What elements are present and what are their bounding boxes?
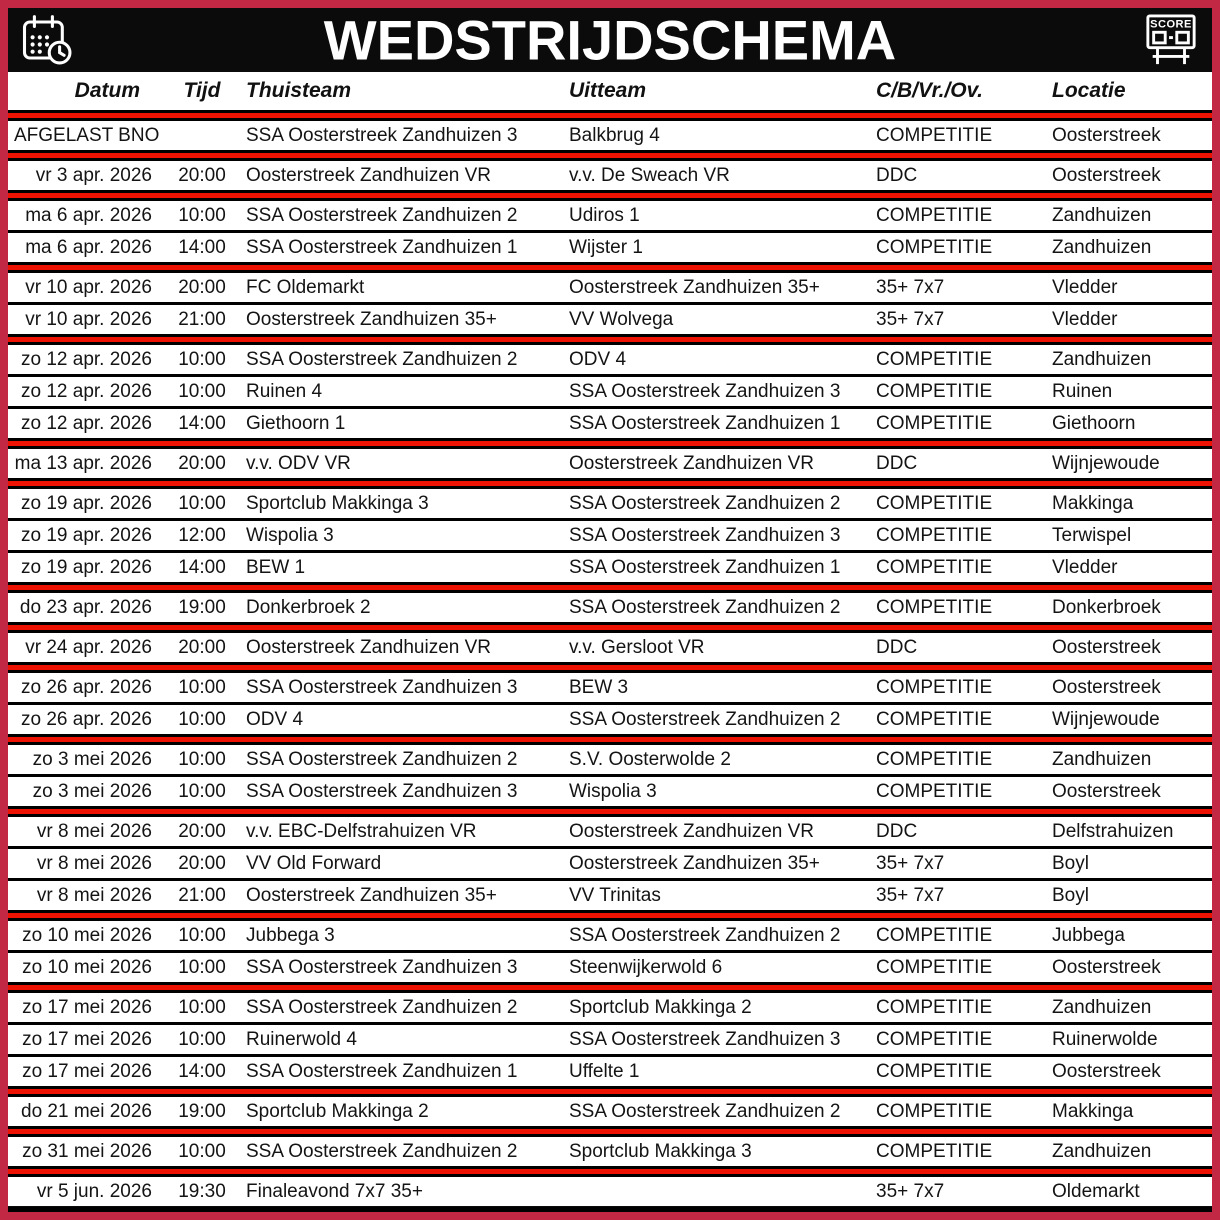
match-competition-type: COMPETITIE (876, 204, 993, 226)
match-home-team: SSA Oosterstreek Zandhuizen 2 (246, 204, 518, 226)
match-date: ma 13 apr. 2026 (14, 452, 152, 474)
match-row (8, 705, 1212, 734)
match-competition-type: DDC (876, 636, 918, 658)
match-date: zo 26 apr. 2026 (21, 676, 152, 698)
match-row (8, 593, 1212, 622)
match-row (8, 233, 1212, 262)
match-competition-type: 35+ 7x7 (876, 852, 945, 874)
match-location: Zandhuizen (1052, 348, 1152, 370)
date-group (8, 449, 1212, 478)
match-row (8, 921, 1212, 950)
match-away-team: SSA Oosterstreek Zandhuizen 3 (569, 524, 841, 546)
match-location: Zandhuizen (1052, 236, 1152, 258)
group-separator (8, 478, 1212, 489)
group-separator (8, 982, 1212, 993)
match-away-team: Udiros 1 (569, 204, 640, 226)
group-separator (8, 734, 1212, 745)
title-bar (8, 8, 1212, 72)
match-away-team: Wispolia 3 (569, 780, 657, 802)
match-location: Oosterstreek (1052, 1060, 1161, 1082)
match-away-team: Sportclub Makkinga 3 (569, 1140, 752, 1162)
match-home-team: SSA Oosterstreek Zandhuizen 2 (246, 748, 518, 770)
match-row (8, 1097, 1212, 1126)
date-group (8, 921, 1212, 982)
match-location: Vledder (1052, 308, 1118, 330)
date-group (8, 633, 1212, 662)
match-time: 12:00 (178, 524, 226, 546)
group-separator (8, 806, 1212, 817)
group-separator (8, 438, 1212, 449)
match-row (8, 553, 1212, 582)
match-location: Vledder (1052, 276, 1118, 298)
match-date: zo 12 apr. 2026 (21, 348, 152, 370)
match-time: 10:00 (178, 780, 226, 802)
match-competition-type: COMPETITIE (876, 676, 993, 698)
match-home-team: Finaleavond 7x7 35+ (246, 1180, 423, 1202)
group-separator (8, 582, 1212, 593)
match-competition-type: COMPETITIE (876, 348, 993, 370)
match-date: vr 10 apr. 2026 (25, 308, 152, 330)
match-home-team: Giethoorn 1 (246, 412, 346, 434)
match-location: Ruinerwolde (1052, 1028, 1158, 1050)
match-away-team: Oosterstreek Zandhuizen VR (569, 452, 815, 474)
match-row (8, 1025, 1212, 1054)
match-date: vr 10 apr. 2026 (25, 276, 152, 298)
match-home-team: FC Oldemarkt (246, 276, 365, 298)
match-row (8, 161, 1212, 190)
match-row (8, 1057, 1212, 1086)
column-header-type: C/B/Vr./Ov. (876, 79, 983, 102)
page-title: WEDSTRIJDSCHEMA (323, 8, 897, 72)
match-location: Oosterstreek (1052, 636, 1161, 658)
match-date: do 21 mei 2026 (21, 1100, 152, 1122)
match-row (8, 201, 1212, 230)
match-competition-type: COMPETITIE (876, 236, 993, 258)
match-competition-type: COMPETITIE (876, 956, 993, 978)
match-date: zo 3 mei 2026 (32, 780, 152, 802)
match-away-team: SSA Oosterstreek Zandhuizen 2 (569, 596, 841, 618)
match-location: Makkinga (1052, 492, 1134, 514)
match-home-team: SSA Oosterstreek Zandhuizen 3 (246, 780, 518, 802)
match-row (8, 673, 1212, 702)
match-row (8, 993, 1212, 1022)
match-time: 21:00 (178, 308, 226, 330)
match-time: 14:00 (178, 1060, 226, 1082)
match-competition-type: COMPETITIE (876, 380, 993, 402)
match-location: Delfstrahuizen (1052, 820, 1174, 842)
match-away-team: SSA Oosterstreek Zandhuizen 1 (569, 412, 841, 434)
match-location: Wijnjewoude (1052, 708, 1160, 730)
match-row (8, 953, 1212, 982)
match-location: Zandhuizen (1052, 748, 1152, 770)
match-row (8, 305, 1212, 334)
match-competition-type: COMPETITIE (876, 556, 993, 578)
match-date: ma 6 apr. 2026 (25, 236, 152, 258)
match-row (8, 745, 1212, 774)
match-home-team: VV Old Forward (246, 852, 382, 874)
scoreboard-icon (1142, 13, 1200, 67)
match-away-team: SSA Oosterstreek Zandhuizen 2 (569, 924, 841, 946)
group-separator (8, 622, 1212, 633)
match-date: vr 8 mei 2026 (36, 820, 152, 842)
match-home-team: SSA Oosterstreek Zandhuizen 2 (246, 1140, 518, 1162)
match-away-team: v.v. De Sweach VR (569, 164, 730, 186)
match-time: 14:00 (178, 236, 226, 258)
match-row (8, 633, 1212, 662)
match-home-team: Oosterstreek Zandhuizen 35+ (246, 884, 497, 906)
match-home-team: SSA Oosterstreek Zandhuizen 3 (246, 956, 518, 978)
match-time: 10:00 (178, 676, 226, 698)
match-away-team: Uffelte 1 (569, 1060, 640, 1082)
match-away-team: BEW 3 (569, 676, 629, 698)
match-date: AFGELAST BNO (14, 124, 160, 146)
match-home-team: Sportclub Makkinga 2 (246, 1100, 429, 1122)
match-competition-type: COMPETITIE (876, 1100, 993, 1122)
schedule-body (8, 110, 1212, 1207)
match-time: 10:00 (178, 956, 226, 978)
match-row (8, 521, 1212, 550)
match-competition-type: COMPETITIE (876, 1028, 993, 1050)
match-competition-type: COMPETITIE (876, 124, 993, 146)
match-competition-type: DDC (876, 452, 918, 474)
match-competition-type: COMPETITIE (876, 492, 993, 514)
match-competition-type: COMPETITIE (876, 412, 993, 434)
match-home-team: Oosterstreek Zandhuizen 35+ (246, 308, 497, 330)
match-time: 10:00 (178, 204, 226, 226)
group-separator (8, 910, 1212, 921)
match-location: Oosterstreek (1052, 956, 1161, 978)
match-away-team: v.v. Gersloot VR (569, 636, 705, 658)
match-home-team: Sportclub Makkinga 3 (246, 492, 429, 514)
date-group (8, 345, 1212, 438)
match-location: Donkerbroek (1052, 596, 1161, 618)
match-away-team: Wijster 1 (569, 236, 643, 258)
match-away-team: SSA Oosterstreek Zandhuizen 3 (569, 380, 841, 402)
match-row (8, 881, 1212, 910)
match-away-team: SSA Oosterstreek Zandhuizen 1 (569, 556, 841, 578)
match-location: Zandhuizen (1052, 996, 1152, 1018)
match-home-team: Jubbega 3 (246, 924, 335, 946)
match-time: 19:30 (178, 1180, 226, 1202)
match-home-team: ODV 4 (246, 708, 304, 730)
match-away-team: Sportclub Makkinga 2 (569, 996, 752, 1018)
bottom-border-line (8, 1207, 1212, 1212)
match-home-team: SSA Oosterstreek Zandhuizen 3 (246, 676, 518, 698)
match-date: zo 12 apr. 2026 (21, 380, 152, 402)
match-date: zo 10 mei 2026 (22, 924, 152, 946)
match-home-team: Oosterstreek Zandhuizen VR (246, 636, 492, 658)
match-away-team: VV Trinitas (569, 884, 661, 906)
date-group (8, 121, 1212, 150)
match-competition-type: DDC (876, 164, 918, 186)
match-away-team: Oosterstreek Zandhuizen 35+ (569, 276, 820, 298)
match-date: zo 10 mei 2026 (22, 956, 152, 978)
match-competition-type: COMPETITIE (876, 1140, 993, 1162)
group-separator (8, 110, 1212, 121)
match-competition-type: DDC (876, 820, 918, 842)
match-date: vr 3 apr. 2026 (35, 164, 152, 186)
group-separator (8, 662, 1212, 673)
match-time: 10:00 (178, 996, 226, 1018)
match-away-team: Balkbrug 4 (569, 124, 660, 146)
group-separator (8, 150, 1212, 161)
column-header-locatie: Locatie (1052, 79, 1126, 102)
group-separator (8, 190, 1212, 201)
match-competition-type: COMPETITIE (876, 708, 993, 730)
match-date: vr 5 jun. 2026 (36, 1180, 152, 1202)
match-home-team: SSA Oosterstreek Zandhuizen 3 (246, 124, 518, 146)
match-row (8, 1177, 1212, 1206)
match-row (8, 817, 1212, 846)
match-row (8, 777, 1212, 806)
match-date: zo 3 mei 2026 (32, 748, 152, 770)
group-separator (8, 1166, 1212, 1177)
match-away-team: ODV 4 (569, 348, 627, 370)
match-location: Makkinga (1052, 1100, 1134, 1122)
match-row (8, 273, 1212, 302)
column-header-row (8, 72, 1212, 110)
column-header-uitteam: Uitteam (569, 79, 647, 102)
match-competition-type: COMPETITIE (876, 1060, 993, 1082)
match-date: zo 12 apr. 2026 (21, 412, 152, 434)
match-home-team: v.v. ODV VR (246, 452, 351, 474)
column-header-datum: Datum (74, 79, 140, 102)
match-home-team: SSA Oosterstreek Zandhuizen 1 (246, 1060, 518, 1082)
match-time: 10:00 (178, 708, 226, 730)
date-group (8, 817, 1212, 910)
group-separator (8, 1086, 1212, 1097)
match-date: zo 19 apr. 2026 (21, 524, 152, 546)
match-time: 14:00 (178, 412, 226, 434)
match-date: do 23 apr. 2026 (19, 596, 152, 618)
match-away-team: SSA Oosterstreek Zandhuizen 2 (569, 1100, 841, 1122)
match-home-team: SSA Oosterstreek Zandhuizen 2 (246, 996, 518, 1018)
match-time: 14:00 (178, 556, 226, 578)
match-location: Wijnjewoude (1052, 452, 1160, 474)
match-home-team: Donkerbroek 2 (246, 596, 371, 618)
match-away-team: Oosterstreek Zandhuizen VR (569, 820, 815, 842)
match-time: 10:00 (178, 924, 226, 946)
match-location: Boyl (1052, 852, 1089, 874)
match-competition-type: COMPETITIE (876, 524, 993, 546)
group-separator (8, 1126, 1212, 1137)
date-group (8, 273, 1212, 334)
match-date: zo 17 mei 2026 (22, 1060, 152, 1082)
match-away-team: SSA Oosterstreek Zandhuizen 2 (569, 492, 841, 514)
date-group (8, 489, 1212, 582)
match-date: vr 8 mei 2026 (36, 852, 152, 874)
calendar-clock-icon (20, 13, 74, 67)
match-time: 10:00 (178, 1140, 226, 1162)
match-competition-type: COMPETITIE (876, 996, 993, 1018)
match-location: Oosterstreek (1052, 124, 1161, 146)
match-competition-type: 35+ 7x7 (876, 308, 945, 330)
match-competition-type: 35+ 7x7 (876, 1180, 945, 1202)
match-date: zo 31 mei 2026 (22, 1140, 152, 1162)
match-date: vr 8 mei 2026 (36, 884, 152, 906)
match-location: Oosterstreek (1052, 164, 1161, 186)
match-time: 10:00 (178, 492, 226, 514)
match-away-team: VV Wolvega (569, 308, 674, 330)
match-time: 10:00 (178, 748, 226, 770)
match-home-team: Wispolia 3 (246, 524, 334, 546)
match-row (8, 1137, 1212, 1166)
match-date: vr 24 apr. 2026 (25, 636, 152, 658)
date-group (8, 1097, 1212, 1126)
date-group (8, 745, 1212, 806)
scoreboard-score-text: SCORE (1150, 18, 1192, 31)
match-time: 20:00 (178, 852, 226, 874)
match-away-team: Steenwijkerwold 6 (569, 956, 723, 978)
match-home-team: SSA Oosterstreek Zandhuizen 2 (246, 348, 518, 370)
match-location: Jubbega (1052, 924, 1125, 946)
match-away-team: S.V. Oosterwolde 2 (569, 748, 731, 770)
date-group (8, 593, 1212, 622)
column-header-thuisteam: Thuisteam (246, 79, 352, 102)
match-date: zo 17 mei 2026 (22, 996, 152, 1018)
match-home-team: SSA Oosterstreek Zandhuizen 1 (246, 236, 518, 258)
match-date: zo 26 apr. 2026 (21, 708, 152, 730)
date-group (8, 1177, 1212, 1206)
match-competition-type: 35+ 7x7 (876, 276, 945, 298)
match-time: 20:00 (178, 636, 226, 658)
match-location: Oldemarkt (1052, 1180, 1140, 1202)
match-location: Boyl (1052, 884, 1089, 906)
match-location: Oosterstreek (1052, 676, 1161, 698)
match-home-team: BEW 1 (246, 556, 306, 578)
match-location: Ruinen (1052, 380, 1113, 402)
match-competition-type: COMPETITIE (876, 780, 993, 802)
column-header-tijd: Tijd (183, 79, 221, 102)
date-group (8, 993, 1212, 1086)
match-location: Giethoorn (1052, 412, 1136, 434)
match-time: 10:00 (178, 348, 226, 370)
match-date: zo 17 mei 2026 (22, 1028, 152, 1050)
match-location: Terwispel (1052, 524, 1132, 546)
match-time: 10:00 (178, 380, 226, 402)
match-time: 20:00 (178, 164, 226, 186)
match-row (8, 449, 1212, 478)
match-row (8, 377, 1212, 406)
match-time: 21:00 (178, 884, 226, 906)
match-competition-type: COMPETITIE (876, 596, 993, 618)
match-home-team: Oosterstreek Zandhuizen VR (246, 164, 492, 186)
match-competition-type: COMPETITIE (876, 924, 993, 946)
match-row (8, 409, 1212, 438)
match-location: Vledder (1052, 556, 1118, 578)
match-date: ma 6 apr. 2026 (25, 204, 152, 226)
match-competition-type: 35+ 7x7 (876, 884, 945, 906)
match-time: 20:00 (178, 276, 226, 298)
match-away-team: Oosterstreek Zandhuizen 35+ (569, 852, 820, 874)
match-location: Zandhuizen (1052, 1140, 1152, 1162)
date-group (8, 673, 1212, 734)
match-location: Zandhuizen (1052, 204, 1152, 226)
match-location: Oosterstreek (1052, 780, 1161, 802)
match-time: 19:00 (178, 1100, 226, 1122)
match-home-team: Ruinerwold 4 (246, 1028, 357, 1050)
group-separator (8, 334, 1212, 345)
match-row (8, 121, 1212, 150)
match-time: 19:00 (178, 596, 226, 618)
match-row (8, 345, 1212, 374)
group-separator (8, 262, 1212, 273)
match-date: zo 19 apr. 2026 (21, 556, 152, 578)
match-time: 20:00 (178, 452, 226, 474)
date-group (8, 1137, 1212, 1166)
match-home-team: v.v. EBC-Delfstrahuizen VR (246, 820, 477, 842)
match-away-team: SSA Oosterstreek Zandhuizen 3 (569, 1028, 841, 1050)
date-group (8, 161, 1212, 190)
match-away-team: SSA Oosterstreek Zandhuizen 2 (569, 708, 841, 730)
match-home-team: Ruinen 4 (246, 380, 323, 402)
match-competition-type: COMPETITIE (876, 748, 993, 770)
date-group (8, 201, 1212, 262)
match-time: 20:00 (178, 820, 226, 842)
match-row (8, 489, 1212, 518)
match-date: zo 19 apr. 2026 (21, 492, 152, 514)
match-time: 10:00 (178, 1028, 226, 1050)
match-row (8, 849, 1212, 878)
